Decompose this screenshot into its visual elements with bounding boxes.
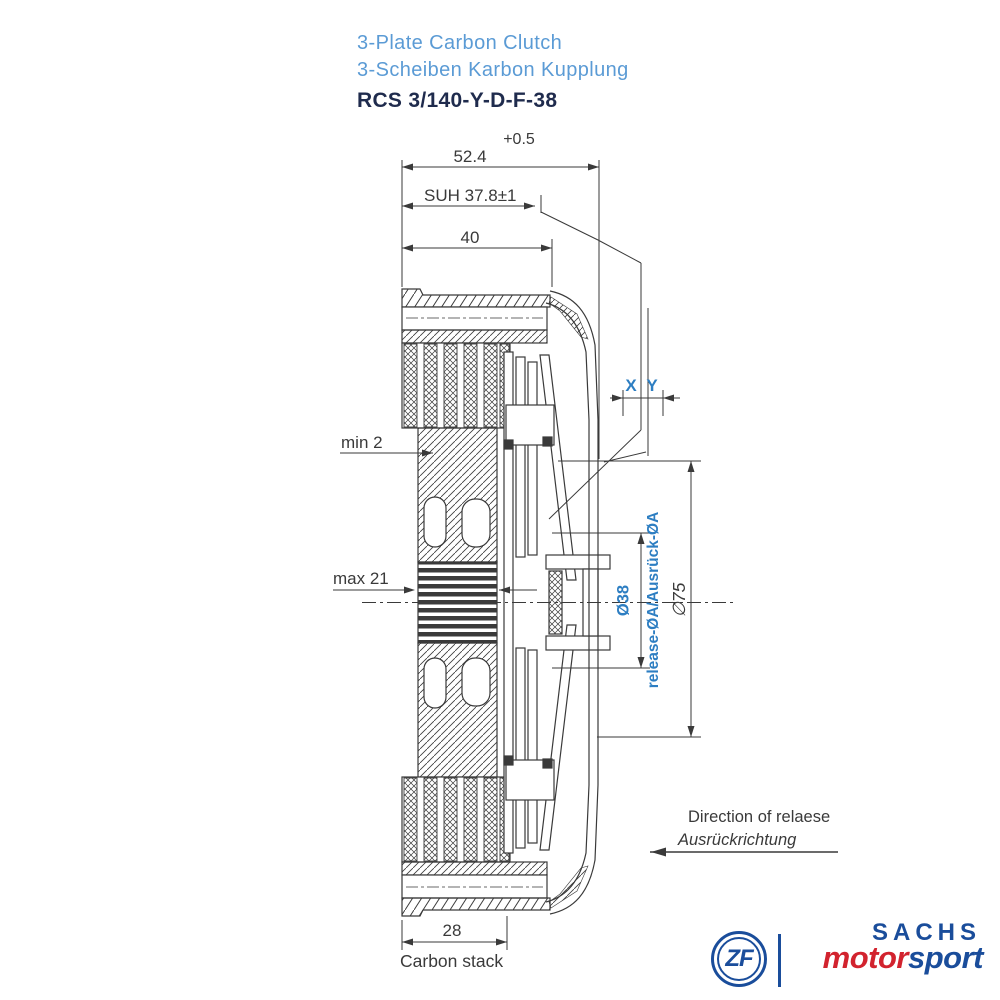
dim-overall-width: 52.4 (453, 147, 487, 166)
dim-carbon-stack-width: 28 (442, 921, 462, 940)
release-direction-english: Direction of relaese (688, 808, 831, 826)
logo-divider (778, 934, 781, 987)
dim-x-label: X (625, 376, 637, 395)
zf-logo-letters: ZF (725, 945, 753, 972)
zf-logo-icon (711, 931, 767, 987)
dim-y-label: Y (646, 376, 658, 395)
dim-release-diameter-label: release-ØA/Ausrück-ØA (645, 511, 662, 689)
title-german: 3-Scheiben Karbon Kupplung (357, 59, 629, 81)
zf-logo-inner-ring (717, 937, 761, 981)
motorsport-word-motor: motor (822, 940, 908, 975)
title-english: 3-Plate Carbon Clutch (357, 32, 563, 54)
dim-outer-diameter: ∅75 (669, 582, 689, 618)
dim-flywheel-depth: 40 (460, 228, 480, 247)
model-number: RCS 3/140-Y-D-F-38 (357, 89, 558, 112)
dim-release-diameter: Ø38 (614, 584, 633, 617)
motorsport-word-sport: sport (908, 940, 983, 975)
dim-overall-tolerance: +0.5 (503, 131, 535, 148)
motorsport-wordmark (788, 940, 983, 976)
dim-suh: SUH 37.8±1 (424, 186, 517, 205)
dim-max-stack: max 21 (333, 569, 389, 588)
release-direction-german: Ausrückrichtung (678, 831, 797, 849)
sachs-wordmark: SACHS (871, 919, 981, 946)
dim-min-wear: min 2 (341, 433, 383, 452)
carbon-stack-label: Carbon stack (400, 951, 504, 971)
